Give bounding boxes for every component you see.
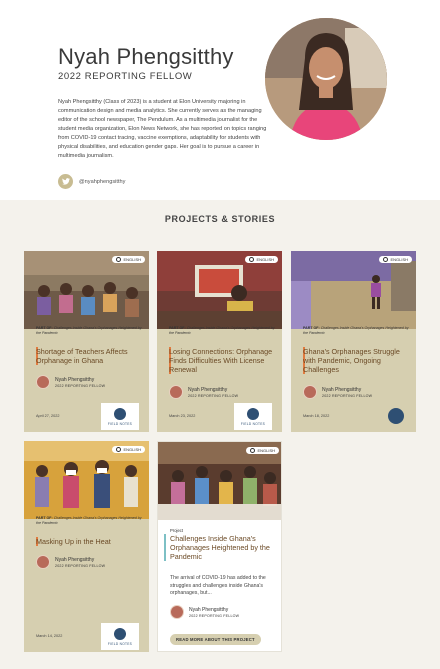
project-description: The arrival of COVID-19 has added to the struggles and challenges inside Ghana's orphanages, but... [170,575,266,596]
profile-role: 2022 REPORTING FELLOW [58,71,193,82]
story-date: March 18, 2022 [303,414,330,418]
story-title[interactable]: Losing Connections: Orphanage Finds Difficulties With License Renewal [169,347,277,374]
story-date: April 27, 2022 [36,414,60,418]
author-name[interactable]: Nyah Phengsitthy [188,386,228,393]
field-notes-icon [247,408,259,420]
profile-photo [265,18,387,140]
story-title[interactable]: Ghana's Orphanages Struggle with Pandemic, Ongoing Challenges [303,347,411,374]
language-badge: ENGLISH [246,447,279,454]
story-card[interactable] [157,251,282,432]
language-badge: ENGLISH [379,256,412,263]
story-card[interactable] [24,441,149,652]
field-notes-logo: FIELD NOTES [101,623,139,650]
author-name[interactable]: Nyah Phengsitthy [55,376,95,383]
pulitzer-logo-icon [388,408,404,424]
field-notes-icon [114,628,126,640]
projects-heading: PROJECTS & STORIES [164,214,276,224]
globe-icon [249,257,254,262]
twitter-handle[interactable]: @nyahphengsitthy [79,178,126,185]
profile-name: Nyah Phengsitthy [58,44,234,69]
globe-icon [116,257,121,262]
part-of: PART OF: Challenges Inside Ghana's Orphanages Heightened by the Pandemic [36,326,142,335]
author-role: 2022 REPORTING FELLOW [55,383,106,388]
project-title[interactable]: Challenges Inside Ghana's Orphanages Heightened by the Pandemic [164,534,274,561]
story-image [24,441,149,519]
author-name[interactable]: Nyah Phengsitthy [189,606,229,613]
avatar [303,385,317,399]
field-notes-logo: FIELD NOTES [234,403,272,430]
story-title[interactable]: Masking Up in the Heat [36,537,144,546]
story-title[interactable]: Shortage of Teachers Affects Orphanage in Ghana [36,347,144,365]
part-of: PART OF: Challenges Inside Ghana's Orphanages Heightened by the Pandemic [169,326,275,335]
project-image [158,442,282,520]
read-more-button[interactable]: READ MORE ABOUT THIS PROJECT [170,634,261,645]
profile-bio: Nyah Phengsitthy (Class of 2023) is a student at Elon University majoring in communication design and media analytics. She currently serves as the managing editor of the school newspaper, The Pendulum. As a multimedia journalist for the student media organization, Elon News Network, she has reported on topics ranging from COVID-19 contact tracing, vaccine exemptions, adaptability for students with physical disabilities, and education gender gaps. Her goal is to pursue a career in multimedia journalism. [58,99,267,159]
story-card[interactable] [24,251,149,432]
author-role: 2022 REPORTING FELLOW [322,393,373,398]
field-notes-icon [114,408,126,420]
author-name[interactable]: Nyah Phengsitthy [322,386,362,393]
avatar [170,605,184,619]
project-card[interactable] [157,441,282,652]
author[interactable] [36,375,105,389]
language-badge: ENGLISH [112,256,145,263]
language-badge: ENGLISH [112,446,145,453]
avatar [169,385,183,399]
author[interactable] [170,605,239,619]
project-label: Project [170,528,184,533]
profile-header [0,0,440,200]
author-role: 2022 REPORTING FELLOW [188,393,239,398]
story-image [24,251,149,329]
author-role: 2022 REPORTING FELLOW [55,563,106,568]
twitter-icon[interactable] [58,174,73,189]
story-card[interactable] [291,251,416,432]
part-of: PART OF: Challenges Inside Ghana's Orphanages Heightened by the Pandemic [36,516,142,525]
globe-icon [383,257,388,262]
story-date: March 23, 2022 [169,414,196,418]
twitter-link[interactable] [58,174,125,189]
globe-icon [116,447,121,452]
author[interactable] [303,385,372,399]
author-role: 2022 REPORTING FELLOW [189,613,240,618]
story-date: March 14, 2022 [36,634,63,638]
story-image [291,251,416,329]
author-name[interactable]: Nyah Phengsitthy [55,556,95,563]
story-image [157,251,282,329]
avatar [36,375,50,389]
part-of: PART OF: Challenges Inside Ghana's Orphanages Heightened by the Pandemic [303,326,409,335]
avatar [36,555,50,569]
globe-icon [250,448,255,453]
field-notes-logo: FIELD NOTES [101,403,139,430]
author[interactable] [36,555,105,569]
author[interactable] [169,385,238,399]
language-badge: ENGLISH [245,256,278,263]
